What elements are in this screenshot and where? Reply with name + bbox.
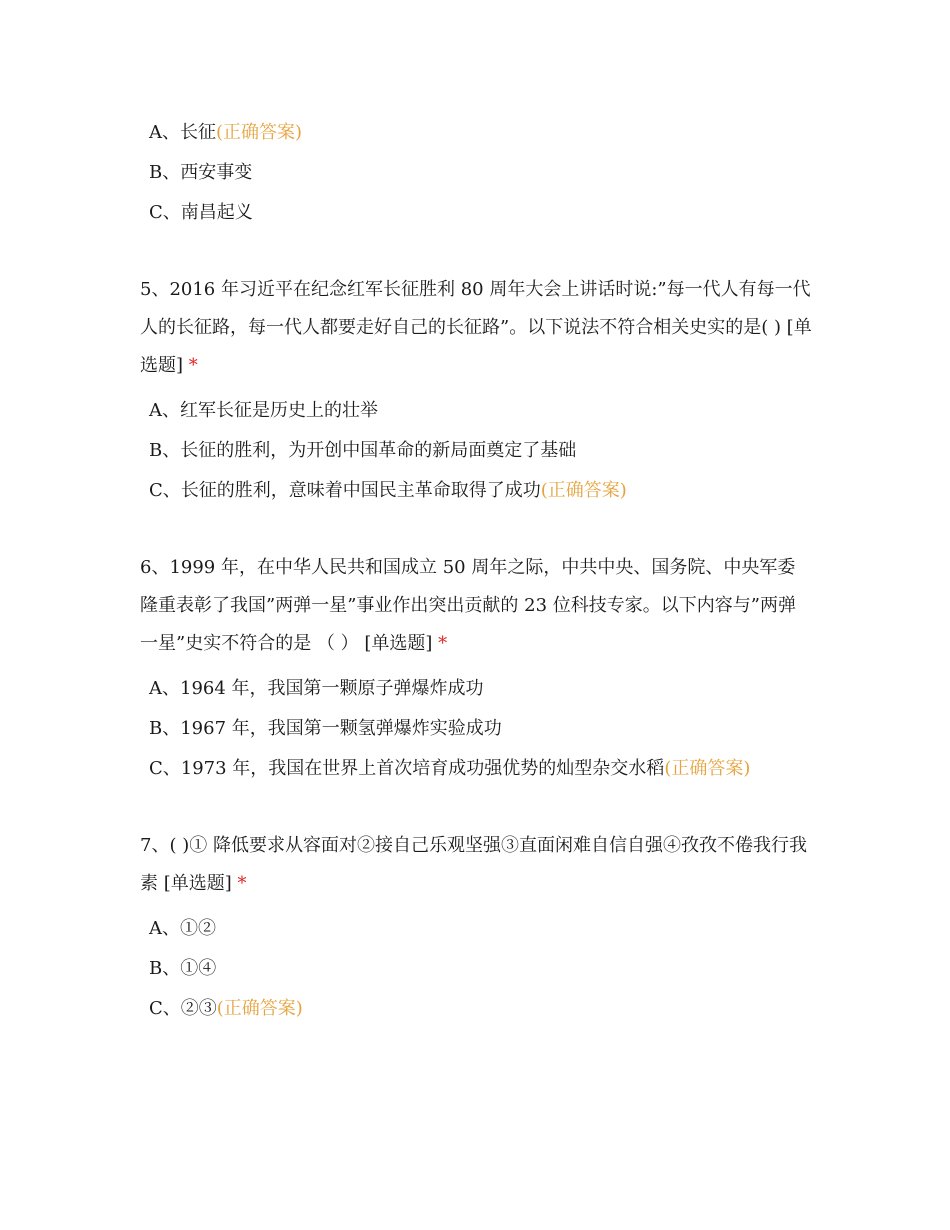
required-asterisk: * xyxy=(438,633,448,654)
question-7 xyxy=(140,827,812,903)
correct-answer-mark: (正确答案) xyxy=(216,998,303,1019)
option-prefix: B、 xyxy=(149,440,181,461)
option-text: 西安事变 xyxy=(180,162,253,183)
option-text: 南昌起义 xyxy=(180,202,253,223)
option-text: 长征的胜利，为开创中国革命的新局面奠定了基础 xyxy=(180,440,577,461)
option-prefix: C、 xyxy=(149,758,181,779)
question-number: 6、 xyxy=(140,557,170,578)
option-text: 1967 年，我国第一颗氢弹爆炸实验成功 xyxy=(180,718,502,739)
option-prefix: A、 xyxy=(149,122,180,143)
option-text: ②③ xyxy=(180,998,217,1019)
option-prefix: A、 xyxy=(149,678,180,699)
q4-option-b xyxy=(149,161,252,185)
question-text: 1999 年，在中华人民共和国成立 50 周年之际，中共中央、国务院、中央军委隆重表彰了我国”两弹一星”事业作出突出贡献的 23 位科技专家。以下内容与”两弹一星”史实不符合的是 （ ） [单选题] xyxy=(140,557,796,654)
option-text: 1973 年，我国在世界上首次培育成功强优势的灿型杂交水稻 xyxy=(180,758,665,779)
question-number: 5、 xyxy=(140,279,170,300)
option-prefix: A、 xyxy=(149,918,180,939)
question-5 xyxy=(140,271,812,385)
q5-option-a xyxy=(149,399,378,423)
option-prefix: B、 xyxy=(149,162,181,183)
q6-option-b xyxy=(149,717,502,741)
option-text: 红军长征是历史上的壮举 xyxy=(180,400,378,421)
required-asterisk: * xyxy=(188,355,198,376)
question-number: 7、 xyxy=(140,835,170,856)
q5-option-b xyxy=(149,439,576,463)
correct-answer-mark: (正确答案) xyxy=(664,758,751,779)
question-text: 2016 年习近平在纪念红军长征胜利 80 周年大会上讲话时说:”每一代人有每一代人的长征路，每一代人都要走好自己的长征路”。以下说法不符合相关史实的是( ) [单选题] xyxy=(140,279,812,376)
option-prefix: B、 xyxy=(149,958,181,979)
q4-option-c xyxy=(149,201,253,225)
option-text: 长征 xyxy=(180,122,216,143)
option-text: 长征的胜利，意味着中国民主革命取得了成功 xyxy=(180,480,541,501)
q7-option-a xyxy=(149,917,216,941)
question-6 xyxy=(140,549,812,663)
q5-option-c xyxy=(149,479,627,503)
q4-option-a xyxy=(149,121,302,145)
q6-option-a xyxy=(149,677,484,701)
q7-option-c xyxy=(149,997,303,1021)
option-prefix: C、 xyxy=(149,202,181,223)
option-text: ①② xyxy=(180,918,216,939)
option-prefix: C、 xyxy=(149,480,181,501)
option-prefix: B、 xyxy=(149,718,181,739)
option-prefix: C、 xyxy=(149,998,181,1019)
option-text: 1964 年，我国第一颗原子弹爆炸成功 xyxy=(180,678,484,699)
required-asterisk: * xyxy=(237,873,247,894)
correct-answer-mark: (正确答案) xyxy=(216,122,303,143)
correct-answer-mark: (正确答案) xyxy=(540,480,627,501)
question-text: ( )① 降低要求从容面对②接自己乐观坚强③直面闲难自信自强④孜孜不倦我行我素 [单选题] xyxy=(140,835,807,894)
q7-option-b xyxy=(149,957,216,981)
q6-option-c xyxy=(149,757,750,781)
option-prefix: A、 xyxy=(149,400,180,421)
option-text: ①④ xyxy=(180,958,217,979)
